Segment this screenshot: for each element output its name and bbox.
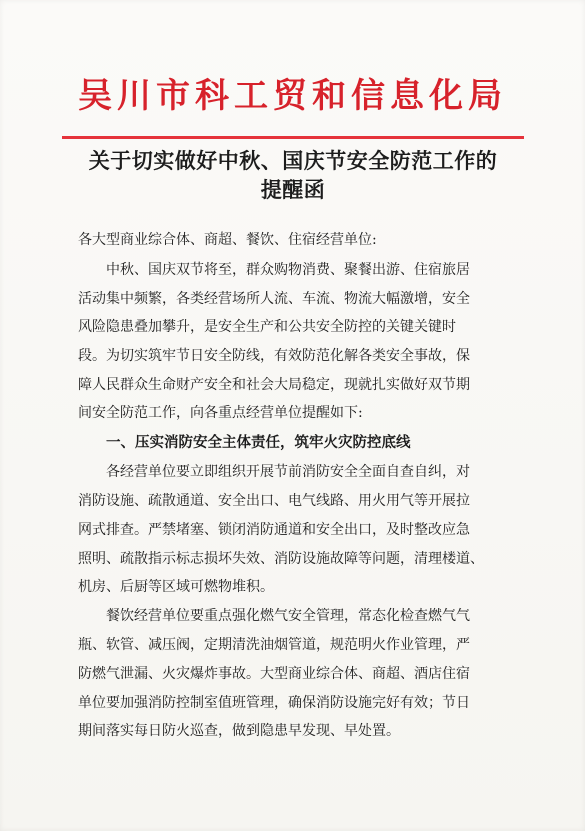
document-title-line-1: 关于切实做好中秋、国庆节安全防范工作的 [88,148,498,173]
section-1-para-1-line: 网式排查。严禁堵塞、锁闭消防通道和安全出口，及时整改应急 [78,522,470,538]
intro-line: 障人民群众生命财产安全和社会大局稳定，现就扎实做好双节期 [78,377,470,393]
letterhead-org-name: 吴川市科工贸和信息化局 [78,76,507,116]
section-1-para-2-line: 瓶、软管、减压阀，定期清洗油烟管道，规范明火作业管理，严 [78,637,470,653]
document-title-line-2: 提醒函 [260,177,326,202]
intro-line: 活动集中频繁，各类经营场所人流、车流、物流大幅激增，安全 [78,291,470,307]
intro-line: 风险隐患叠加攀升，是安全生产和公共安全防控的关键关键时 [78,319,456,335]
section-1-para-2-line: 防燃气泄漏、火灾爆炸事故。大型商业综合体、商超、酒店住宿 [78,666,470,682]
section-1-para-1-line: 照明、疏散指示标志损坏失效、消防设施故障等问题，清理楼道、 [78,551,484,567]
salutation: 各大型商业综合体、商超、餐饮、住宿经营单位: [78,232,377,248]
letterhead-red-rule [62,136,524,139]
section-1-para-1-line: 消防设施、疏散通道、安全出口、电气线路、用火用气等开展拉 [78,493,470,509]
section-1-para-2-line: 餐饮经营单位要重点强化燃气安全管理，常态化检查燃气气 [106,608,470,624]
section-1-para-2-line: 期间落实每日防火巡查，做到隐患早发现、早处置。 [78,723,400,739]
intro-line: 段。为切实筑牢节日安全防线，有效防范化解各类安全事故，保 [78,348,470,364]
document-title [62,146,524,204]
intro-line: 中秋、国庆双节将至，群众购物消费、聚餐出游、住宿旅居 [106,262,470,278]
section-1-heading: 一、压实消防安全主体责任，筑牢火灾防控底线 [106,435,411,451]
section-1-para-2-line: 单位要加强消防控制室值班管理，确保消防设施完好有效；节日 [78,695,470,711]
section-1-para-1-line: 机房、后厨等区域可燃物堆积。 [78,579,274,595]
intro-line: 间安全防范工作，向各重点经营单位提醒如下: [78,405,363,421]
section-1-para-1-line: 各经营单位要立即组织开展节前消防安全全面自查自纠，对 [106,464,470,480]
